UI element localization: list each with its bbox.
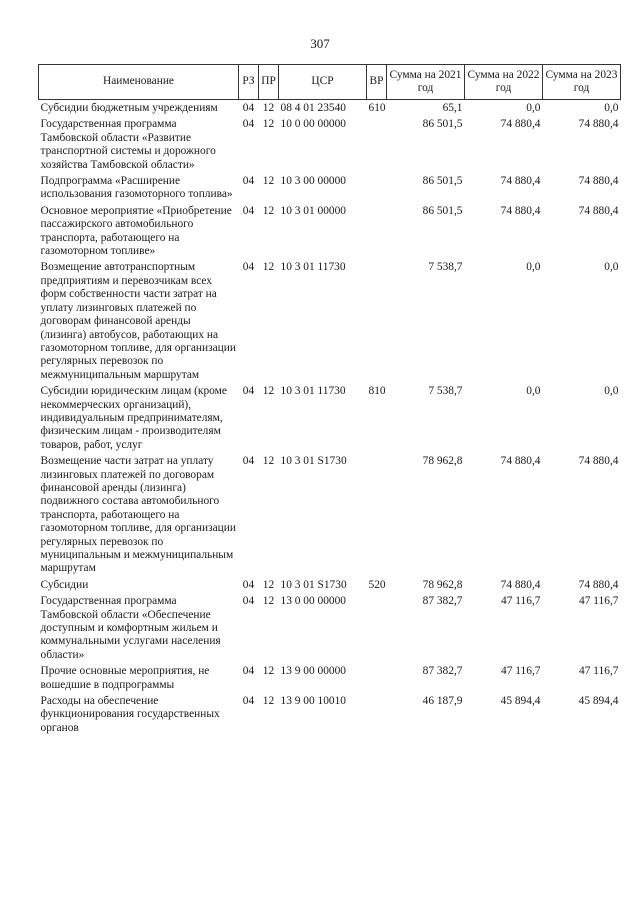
row-name: Государственная программа Тамбовской области «Обеспечение доступным и комфортным жильем и коммунальными услугами населения области» — [40, 595, 221, 661]
row-csr: 10 3 01 11730 — [280, 385, 346, 398]
page-number: 307 — [310, 36, 330, 51]
table-row — [39, 665, 621, 695]
row-csr: 13 9 00 10010 — [280, 695, 346, 708]
row-sum-2021: 78 962,8 — [422, 455, 463, 468]
table-header-row — [39, 65, 621, 100]
row-vr: 810 — [368, 385, 386, 398]
row-sum-2023: 0,0 — [604, 261, 619, 274]
row-rz: 04 — [242, 102, 255, 114]
row-pr: 12 — [262, 595, 275, 608]
row-rz: 04 — [242, 261, 255, 274]
row-rz: 04 — [242, 118, 255, 131]
header-rz: РЗ — [239, 65, 259, 100]
row-sum-2022: 0,0 — [526, 261, 541, 274]
row-sum-2023: 74 880,4 — [578, 118, 619, 131]
row-csr: 13 0 00 00000 — [280, 595, 346, 608]
row-vr — [367, 455, 387, 579]
table-row — [39, 118, 621, 175]
row-sum-2023: 0,0 — [604, 102, 619, 114]
row-rz: 04 — [242, 665, 255, 678]
row-sum-2023: 74 880,4 — [578, 578, 619, 591]
row-csr: 13 9 00 00000 — [280, 665, 346, 678]
row-sum-2022: 45 894,4 — [500, 695, 541, 708]
row-sum-2021: 46 187,9 — [422, 695, 463, 708]
row-sum-2022: 74 880,4 — [500, 118, 541, 131]
row-csr: 10 3 01 00000 — [280, 204, 346, 217]
row-vr — [367, 205, 387, 262]
row-pr: 12 — [262, 204, 275, 217]
header-pr: ПР — [259, 65, 279, 100]
table-row — [39, 455, 621, 579]
table-row — [39, 595, 621, 665]
row-csr: 08 4 01 23540 — [280, 102, 346, 114]
row-sum-2023: 45 894,4 — [578, 695, 619, 708]
row-sum-2022: 0,0 — [526, 385, 541, 398]
row-rz: 04 — [242, 455, 255, 468]
row-sum-2023: 47 116,7 — [579, 595, 619, 608]
row-sum-2023: 74 880,4 — [578, 175, 619, 188]
row-vr — [367, 695, 387, 738]
row-sum-2022: 0,0 — [526, 102, 541, 114]
row-csr: 10 3 01 11730 — [280, 261, 346, 274]
row-vr — [367, 261, 387, 385]
row-sum-2021: 86 501,5 — [422, 204, 463, 217]
row-name: Расходы на обеспечение функционирования государственных органов — [40, 695, 220, 734]
row-name: Основное мероприятие «Приобретение пассажирского автомобильного транспорта, работающего на газомоторном топливе» — [40, 204, 232, 258]
row-name: Прочие основные мероприятия, не вошедшие в подпрограммы — [40, 665, 210, 691]
header-vr: ВР — [367, 65, 387, 100]
row-pr: 12 — [262, 118, 275, 131]
row-csr: 10 0 00 00000 — [280, 118, 346, 131]
table-row — [39, 261, 621, 385]
row-pr: 12 — [262, 175, 275, 188]
row-pr: 12 — [262, 695, 275, 708]
row-vr — [367, 665, 387, 695]
budget-table — [38, 64, 621, 738]
row-sum-2022: 74 880,4 — [500, 175, 541, 188]
row-rz: 04 — [242, 175, 255, 188]
header-name: Наименование — [39, 65, 239, 100]
row-vr: 520 — [368, 578, 386, 591]
row-pr: 12 — [262, 455, 275, 468]
row-rz: 04 — [242, 204, 255, 217]
table-row — [39, 205, 621, 262]
row-vr — [367, 175, 387, 205]
row-sum-2021: 86 501,5 — [422, 175, 463, 188]
row-sum-2023: 47 116,7 — [579, 665, 619, 678]
row-sum-2022: 74 880,4 — [500, 578, 541, 591]
row-sum-2021: 86 501,5 — [422, 118, 463, 131]
row-sum-2022: 47 116,7 — [501, 595, 541, 608]
row-sum-2021: 87 382,7 — [422, 595, 463, 608]
row-pr: 12 — [262, 385, 275, 398]
row-sum-2021: 65,1 — [442, 102, 463, 114]
row-sum-2021: 78 962,8 — [422, 578, 463, 591]
row-sum-2023: 74 880,4 — [578, 455, 619, 468]
row-rz: 04 — [242, 595, 255, 608]
header-sum-2021: Сумма на 2021 год — [387, 65, 465, 100]
row-vr: 610 — [368, 102, 386, 114]
row-pr: 12 — [262, 578, 275, 591]
header-csr: ЦСР — [279, 65, 367, 100]
header-sum-2023: Сумма на 2023 год — [543, 65, 621, 100]
row-sum-2021: 7 538,7 — [428, 261, 463, 274]
row-sum-2021: 7 538,7 — [428, 385, 463, 398]
row-sum-2023: 0,0 — [604, 385, 619, 398]
row-name: Субсидии бюджетным учреждениям — [40, 102, 218, 114]
row-rz: 04 — [242, 578, 255, 591]
header-sum-2022: Сумма на 2022 год — [465, 65, 543, 100]
row-vr — [367, 595, 387, 665]
table-row — [39, 579, 621, 595]
row-sum-2021: 87 382,7 — [422, 665, 463, 678]
row-sum-2022: 74 880,4 — [500, 455, 541, 468]
row-vr — [367, 118, 387, 175]
row-sum-2022: 74 880,4 — [500, 204, 541, 217]
row-csr: 10 3 01 S1730 — [280, 455, 347, 468]
row-sum-2022: 47 116,7 — [501, 665, 541, 678]
row-pr: 12 — [262, 261, 275, 274]
table-row — [39, 175, 621, 205]
row-name: Государственная программа Тамбовской области «Развитие транспортной системы и дорожного хозяйства Тамбовской области» — [40, 118, 216, 171]
table-row — [39, 695, 621, 738]
row-csr: 10 3 00 00000 — [280, 175, 346, 188]
row-name: Субсидии — [40, 578, 89, 591]
row-rz: 04 — [242, 385, 255, 398]
row-rz: 04 — [242, 695, 255, 708]
row-name: Возмещение автотранспортным предприятиям и перевозчикам всех форм собственности части затрат на уплату лизинговых платежей по договорам финансовой аренды (лизинга) автобусов, работающих на газомоторном топливе, для организации регулярных перевозок по межмуниципальным маршрутам — [40, 261, 236, 381]
row-pr: 12 — [262, 102, 275, 114]
row-name: Возмещение части затрат на уплату лизинговых платежей по договорам финансовой аренды (лизинга) подвижного состава автомобильного транспорта, работающего на газомоторном топливе, для организации регулярных перевозок по муниципальным и межмуниципальным маршрутам — [40, 455, 236, 575]
row-csr: 10 3 01 S1730 — [280, 578, 347, 591]
row-pr: 12 — [262, 665, 275, 678]
row-sum-2023: 74 880,4 — [578, 204, 619, 217]
table-row — [39, 385, 621, 455]
row-name: Субсидии юридическим лицам (кроме некоммерческих организаций), индивидуальным предпринимателям, физическим лицам - производителям товаров, работ, услуг — [40, 385, 227, 451]
row-name: Подпрограмма «Расширение использования газомоторного топлива» — [40, 175, 233, 201]
table-row — [39, 100, 621, 119]
